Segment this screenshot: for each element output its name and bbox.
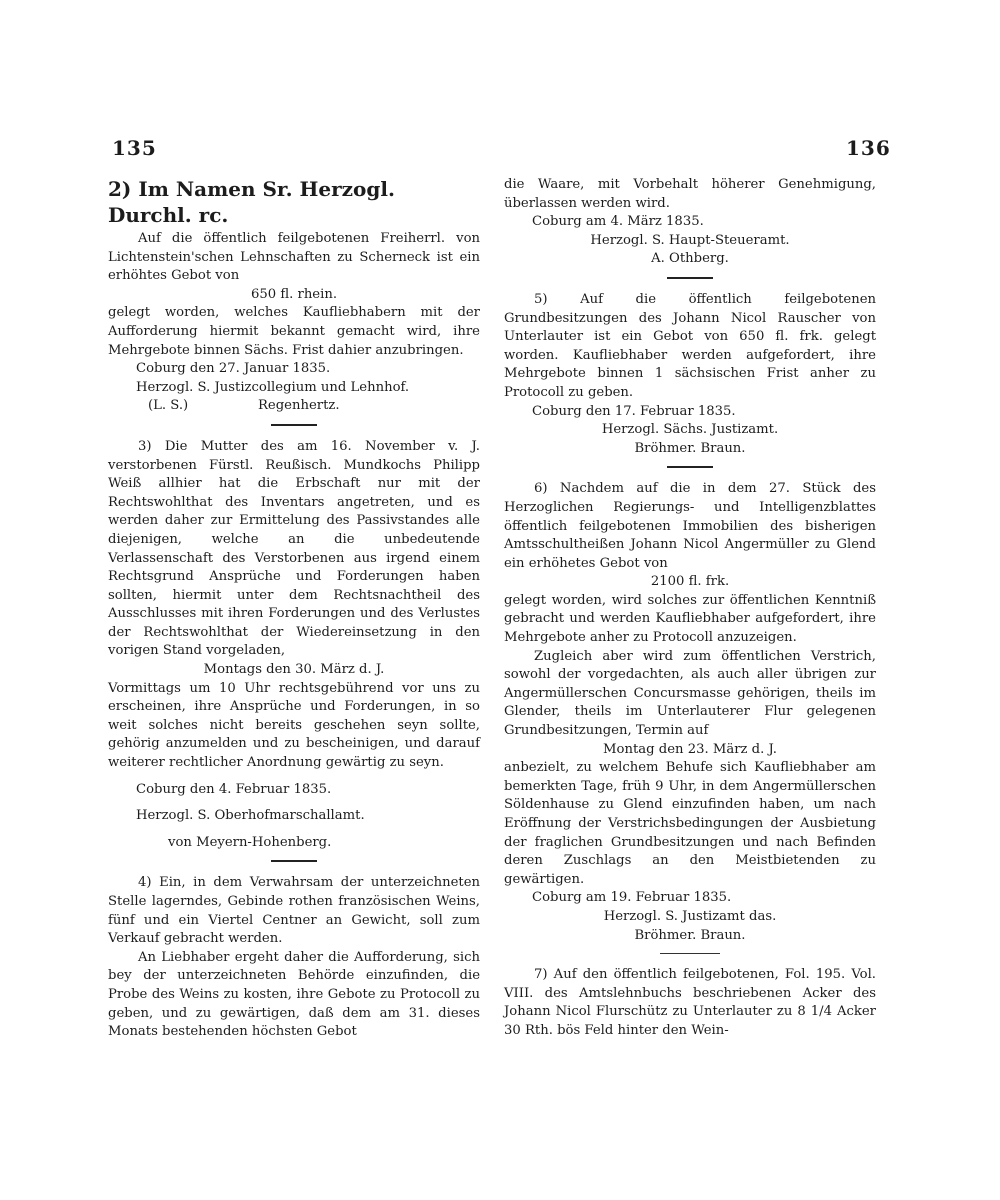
- notice-6-date: Coburg am 19. Februar 1835.: [532, 890, 732, 906]
- notice-2-authority: Herzogl. S. Justizcollegium und Lehnhof.: [136, 379, 410, 395]
- section-divider: [271, 424, 317, 426]
- notice-4-date: Coburg am 4. März 1835.: [532, 214, 704, 230]
- right-column: [504, 176, 876, 1041]
- notice-4-text: 4) Ein, in dem Verwahrsam der unterzeichneten Stelle lagerndes, Gebinde rothen französischen Weins, fünf und ein Viertel Centner an Gewicht, soll zum Verkauf gebracht werden.: [108, 875, 480, 947]
- notice-5-text: 5) Auf die öffentlich feilgebotenen Grundbesitzungen des Johann Nicol Rauscher von Unterlauter ist ein Gebot von 650 fl. frk. gelegt worden. Kaufliebhaber werden aufgefordert, ihre Mehrgebote binnen 1 sächsischen Frist anher zu Protocoll zu geben.: [504, 291, 876, 400]
- notice-7-text: 7) Auf den öffentlich feilgebotenen, Fol. 195. Vol. VIII. des Amtslehnbuchs beschriebenen Acker des Johann Nicol Flurschütz zu Unterlauter zu 8 1/4 Acker 30 Rth. bös Feld hinter den Wein-: [504, 967, 876, 1038]
- notice-2-date: Coburg den 27. Januar 1835.: [136, 361, 331, 377]
- notice-6-text: 6) Nachdem auf die in dem 27. Stück des Herzoglichen Regierungs- und Intelligenzblattes öffentlich feilgebotenen Immobilien des bisherigen Amtsschultheißen Johann Nicol Angermüller zu Glend ein erhöhetes Gebot von: [504, 481, 876, 571]
- section-divider: [667, 466, 713, 468]
- notice-3-text: 3) Die Mutter des am 16. November v. J. verstorbenen Fürstl. Reußisch. Mundkochs Philipp Weiß allhier hat die Erbschaft nur mit der Rechtswohlthat des Inventars angetreten, und es werden daher zur Ermittelung des Passivstandes alle diejenigen, welche an die unbedeutende Verlassenschaft des Verstorbenen aus irgend einem Rechtsgrund Ansprüche und Forderungen haben sollten, hiermit unter dem Rechtsnachtheil des Ausschlusses mit ihren Forderungen und des Verlustes der Rechtswohlthat der Wiedereinsetzung in den vorigen Stand vorgeladen,: [108, 438, 480, 659]
- notice-6-text-verstrich: Zugleich aber wird zum öffentlichen Verstrich, sowohl der vorgedachten, als auch aller übrigen zur Angermüllerschen Concursmasse gehörigen, theils im Glender, theils im Unterlauterer Flur gelegenen Grundbesitzungen, Termin auf: [504, 648, 876, 739]
- notice-3-date: Coburg den 4. Februar 1835.: [136, 781, 332, 797]
- notice-4-text-continued: An Liebhaber ergeht daher die Aufforderung, sich bey der unterzeichneten Behörde einzufinden, die Probe des Weins zu kosten, ihre Gebote zu Protocoll zu geben, und zu gewärtigen, daß dem am 31. dieses Monats bestehenden höchsten Gebot: [108, 949, 480, 1040]
- notice-4-authority: Herzogl. S. Haupt-Steueramt.: [590, 232, 790, 248]
- notice-3-signer: von Meyern-Hohenberg.: [168, 834, 332, 850]
- notice-2-signer: Regenhertz.: [258, 398, 340, 414]
- section-divider: [660, 953, 720, 954]
- notice-6-text-final: anbezielt, zu welchem Behufe sich Kaufliebhaber am bemerkten Tage, früh 9 Uhr, in dem Angermüllerschen Söldenhause zu Glend einzufinden haben, um nach Eröffnung der Verstrichsbedingungen der Ausbietung der fraglichen Grundbesitzungen und nach Befinden deren Zuschlags an den Meistbietenden zu gewärtigen.: [504, 760, 876, 887]
- notice-5-signer: Bröhmer. Braun.: [634, 440, 746, 456]
- notice-5-authority: Herzogl. Sächs. Justizamt.: [601, 422, 779, 438]
- notice-6-signer: Bröhmer. Braun.: [634, 927, 746, 943]
- notice-4-signer: A. Othberg.: [651, 251, 729, 267]
- notice-3-authority: Herzogl. S. Oberhofmarschallamt.: [136, 808, 365, 824]
- notice-heading: 2) Im Namen Sr. Herzogl. Durchl. rc.: [108, 177, 395, 227]
- section-divider: [667, 277, 713, 279]
- left-column: [108, 176, 480, 1042]
- notice-2-text-continued: gelegt worden, welches Kaufliebhabern mit der Aufforderung hiermit bekannt gemacht wird, ihre Mehrgebote binnen Sächs. Frist dahier anzubringen.: [108, 305, 480, 358]
- notice-5-date: Coburg den 17. Februar 1835.: [532, 403, 736, 419]
- notice-4-continuation: die Waare, mit Vorbehalt höherer Genehmigung, überlassen werden wird.: [504, 177, 876, 211]
- notice-3-text-continued: Vormittags um 10 Uhr rechtsgebührend vor uns zu erscheinen, ihre Ansprüche und Forderungen, in so weit solches nicht bereits geschehen seyn sollte, gehörig anzumelden und zu bescheinigen, und darauf weiterer rechtlicher Anordnung gewärtig zu seyn.: [108, 680, 480, 771]
- notice-6-amount: 2100 fl. frk.: [650, 574, 730, 590]
- notice-6-authority: Herzogl. S. Justizamt das.: [603, 908, 777, 924]
- notice-3-day: Montags den 30. März d. J.: [203, 662, 385, 678]
- notice-6-text-continued: gelegt worden, wird solches zur öffentlichen Kenntniß gebracht und werden Kaufliebhaber aufgefordert, ihre Mehrgebote anher zu Protocoll anzuzeigen.: [504, 592, 876, 646]
- notice-2-seal-line: [108, 397, 480, 416]
- page-number-right: 136: [846, 136, 891, 160]
- notice-2-amount: 650 fl. rhein.: [250, 286, 338, 302]
- page-number-left: 135: [112, 136, 157, 160]
- notice-6-day: Montag den 23. März d. J.: [603, 741, 777, 757]
- notice-2-text: Auf die öffentlich feilgebotenen Freiherrl. von Lichtenstein'schen Lehnschaften zu Scherneck ist ein erhöhtes Gebot von: [108, 231, 480, 284]
- notice-2-seal: (L. S.): [148, 398, 189, 414]
- section-divider: [271, 860, 317, 862]
